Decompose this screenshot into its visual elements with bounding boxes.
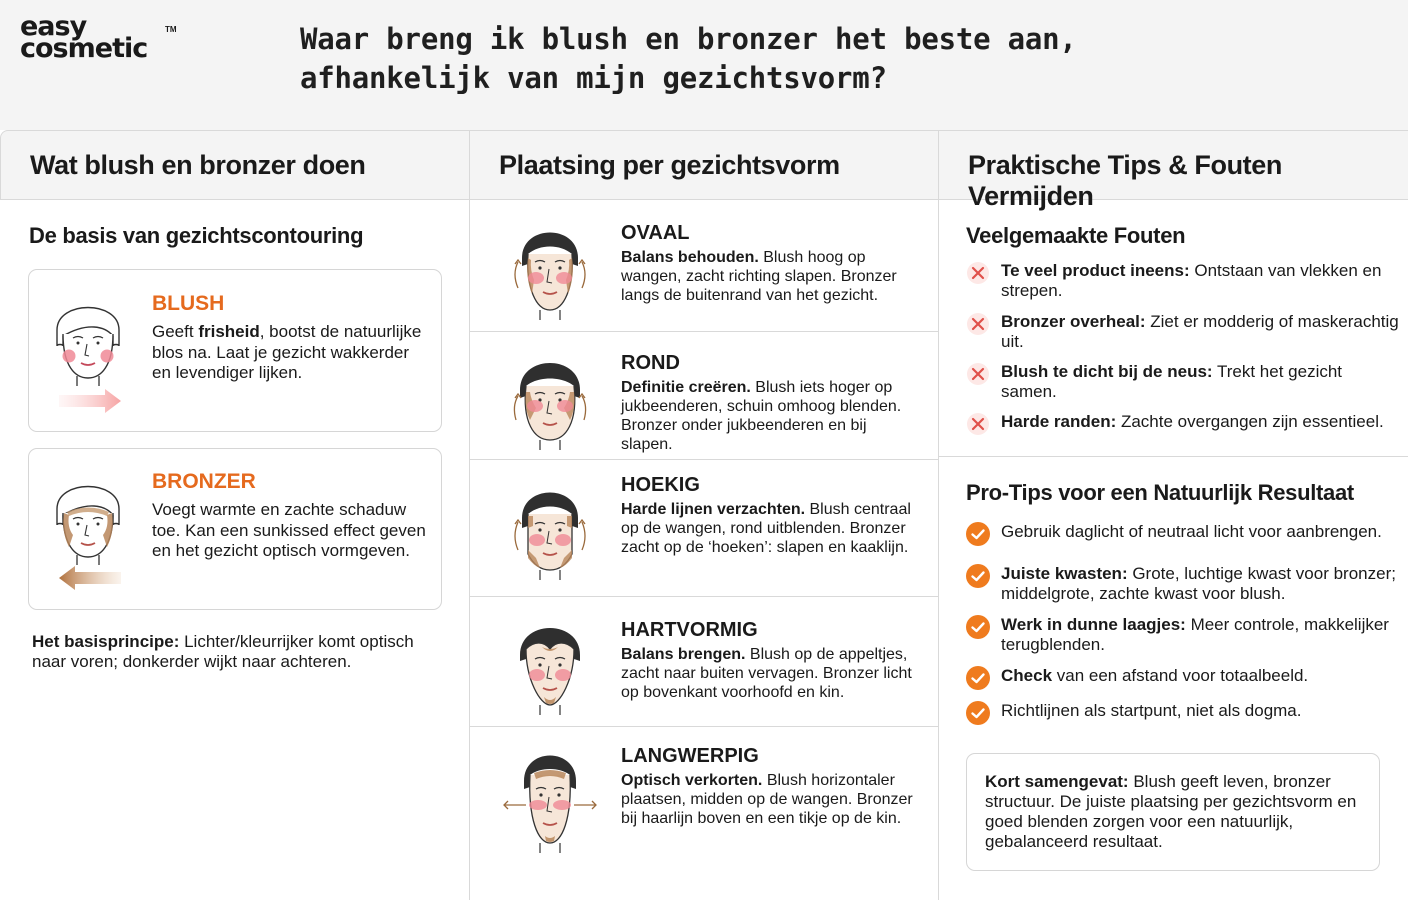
page-title: Waar breng ik blush en bronzer het beste aan, afhankelijk van mijn gezichtsvorm? [300,22,1077,95]
arrow-right-icon [59,389,121,413]
arrow-left-icon [59,566,121,590]
shape-name-square: HOEKIG [621,474,700,496]
bronzer-card [28,448,442,610]
bronzer-title: BRONZER [152,470,256,493]
square-face-icon [500,474,600,582]
face-shape-row-heart [470,597,939,727]
summary-box: Kort samengevat: Blush geeft leven, bronzer structuur. De juiste plaatsing per gezichtsvorm en goed blenden zorgen voor een natuurlijk, gebalanceerd resultaat. [966,753,1380,871]
column-basics [0,130,470,900]
face-shape-row-round [470,332,939,460]
cross-icon [966,312,990,336]
column-heading-basics: Wat blush en bronzer doen [0,130,469,200]
face-blush-icon [47,286,129,386]
face-shape-row-oval [470,200,939,332]
shape-text-square: Harde lijnen verzachten. Blush centraal op de wangen, rond uitblenden. Bronzer zacht op de ‘hoeken’: slapen en kaaklijn. [621,501,911,556]
check-icon [966,615,990,639]
section-divider [939,456,1408,457]
face-bronzer-icon [47,465,129,565]
shape-text-long: Optisch verkorten. Blush horizontaler plaatsen, midden op de wangen. Bronzer bij haarlijn boven en een tikje op de kin. [621,772,913,827]
logo-line-1: easy [20,11,87,42]
easy-cosmetic-logo[interactable] [20,11,148,64]
shape-text-oval: Balans behouden. Blush hoog op wangen, zacht richting slapen. Bronzer langs de buitenrand van het gezicht. [621,249,897,304]
mistakes-title: Veelgemaakte Fouten [966,223,1186,248]
shape-text-heart: Balans brengen. Blush op de appeltjes, zacht naar buiten vervagen. Bronzer licht op bovenkant voorhoofd en kin. [621,646,912,701]
bronzer-description: Voegt warmte en zachte schaduw toe. Kan een sunkissed effect geven en het gezicht optisch vormgeven. [152,500,426,560]
face-shape-row-long [470,727,939,900]
blush-description: Geeft frisheid, bootst de natuurlijke blos na. Laat je gezicht wakkerder en levendiger lijken. [152,322,422,382]
oval-face-icon [500,214,600,322]
cross-icon [966,412,990,436]
logo-trademark: TM [165,25,177,34]
round-face-icon [500,344,600,452]
column-heading-face-shapes: Plaatsing per gezichtsvorm [470,130,938,200]
column-tips: Praktische Tips & Fouten Vermijden Veelgemaakte Fouten Te veel product ineens: Ontstaan van vlekken en strepen. Bronzer overheal: Ziet er modderig of maskerachtig uit. Blush te dicht bij de neus: Trekt het gezicht samen. Harde randen: Zachte overgangen zijn essentieel. Pro-Tips voor een Natuurlijk Resultaat Gebruik daglicht of neutraal licht voor aanbrengen. Juiste kwasten: Grote, luchtige kwast voor bronzer; middelgrote, zachte kwast voor blush. Werk in dunne laagjes: Meer controle, makkelijker terugblenden. Check van een afstand voor totaalbeeld. Richtlijnen als startpunt, niet als dogma. Kort samengevat: Blush geeft leven, bronzer structuur. De juiste plaatsing per gezichtsvorm en goed blenden zorgen voor een natuurlijk, gebalanceerd resultaat. [939,130,1408,900]
shape-name-heart: HARTVORMIG [621,619,758,641]
column-face-shapes [470,130,939,900]
shape-name-round: ROND [621,352,680,374]
cross-icon [966,261,990,285]
check-icon [966,522,990,546]
logo-line-2: cosmetic [20,33,148,64]
shape-text-round: Definitie creëren. Blush iets hoger op jukbeenderen, schuin omhoog blenden. Bronzer onder jukbeenderen en bij slapen. [621,379,902,453]
check-icon [966,564,990,588]
column-heading-tips: Praktische Tips & Fouten Vermijden [939,130,1408,200]
subheading-contouring-basics: De basis van gezichtscontouring [29,223,364,248]
face-shape-row-square [470,460,939,597]
pro-tips-title: Pro-Tips voor een Natuurlijk Resultaat [966,480,1354,505]
shape-name-long: LANGWERPIG [621,745,759,767]
shape-name-oval: OVAAL [621,222,690,244]
check-icon [966,701,990,725]
blush-card [28,269,442,432]
heart-face-icon [500,609,600,717]
cross-icon [966,362,990,386]
check-icon [966,666,990,690]
basic-principle: Het basisprincipe: Lichter/kleurrijker komt optisch naar voren; donkerder wijkt naar achteren. [32,632,414,671]
blush-title: BLUSH [152,292,225,315]
long-face-icon [500,739,600,853]
page-header [0,0,1408,130]
